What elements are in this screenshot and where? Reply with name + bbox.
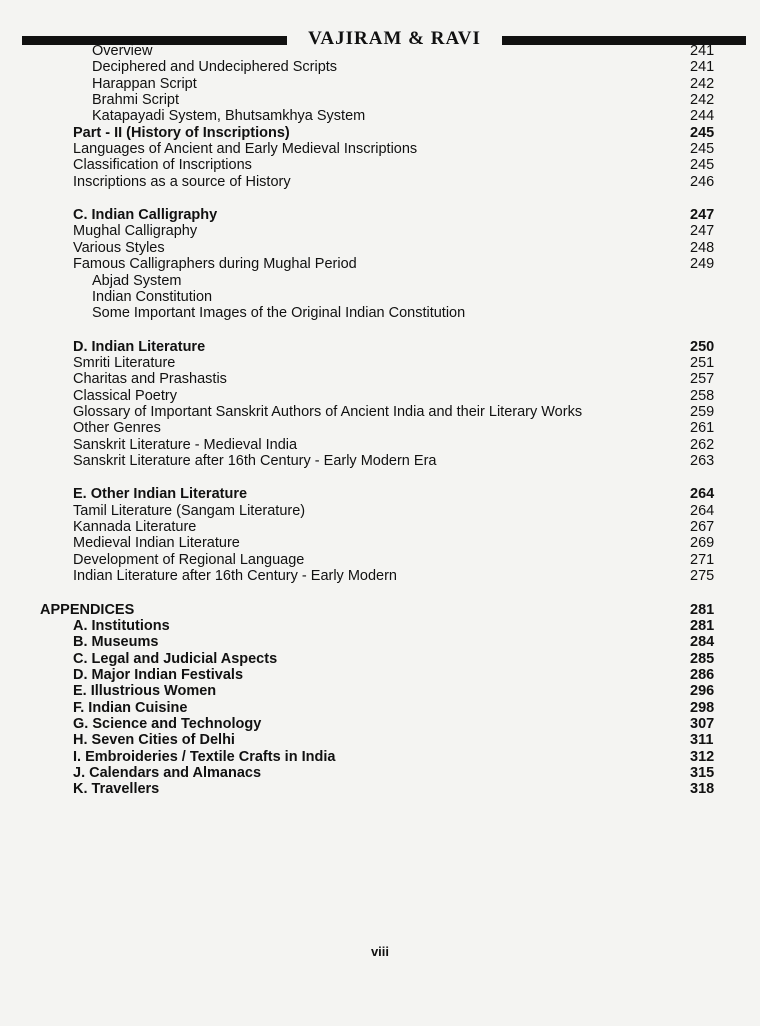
toc-entry-title: Some Important Images of the Original Indian Constitution — [92, 305, 466, 321]
toc-entry — [0, 107, 760, 125]
toc-entry-title: Glossary of Important Sanskrit Authors of Ancient India and their Literary Works — [73, 404, 583, 420]
toc-entry — [0, 58, 760, 76]
toc-entry-title: Indian Constitution — [92, 289, 213, 305]
toc-entry-page: 271 — [690, 552, 715, 568]
toc-entry-title: Tamil Literature (Sangam Literature) — [73, 503, 306, 519]
toc-entry-page: 259 — [690, 404, 715, 420]
toc-entry-page: 251 — [690, 355, 715, 371]
toc-entry-page: 245 — [690, 141, 715, 157]
toc-entry-page: 245 — [690, 157, 715, 173]
toc-entry-page: 247 — [690, 207, 715, 223]
toc-entry — [0, 156, 760, 174]
toc-entry — [0, 780, 760, 798]
toc-entry-page: 312 — [690, 749, 715, 765]
toc-entry-title: E. Other Indian Literature — [73, 486, 248, 502]
toc-entry-page: 241 — [690, 59, 715, 75]
toc-entry-title: Classification of Inscriptions — [73, 157, 252, 173]
toc-entry-title: G. Science and Technology — [73, 716, 262, 732]
toc-entry — [0, 534, 760, 552]
toc-entry-page: 246 — [690, 174, 715, 190]
toc-entry-title: Charitas and Prashastis — [73, 371, 227, 387]
toc-entry-page: 285 — [690, 651, 715, 667]
toc-entry-title: Sanskrit Literature - Medieval India — [73, 437, 298, 453]
toc-entry-page: 264 — [690, 503, 715, 519]
toc-entry-page: 262 — [690, 437, 715, 453]
toc-entry-title: D. Indian Literature — [73, 339, 206, 355]
toc-entry-page: 242 — [690, 92, 715, 108]
toc-entry — [0, 682, 760, 700]
toc-entry-title: Katapayadi System, Bhutsamkhya System — [92, 108, 366, 124]
toc-entry-title: A. Institutions — [73, 618, 170, 634]
toc-entry — [0, 304, 760, 322]
toc-entry-title: Languages of Ancient and Early Medieval Inscriptions — [73, 141, 418, 157]
toc-entry — [0, 255, 760, 273]
toc-entry-page: 315 — [690, 765, 715, 781]
toc-entry-title: APPENDICES — [40, 602, 135, 618]
toc-entry-page: 311 — [690, 732, 714, 748]
toc-entry-page: 242 — [690, 76, 715, 92]
toc-entry-title: Abjad System — [92, 273, 182, 289]
toc-entry-title: Overview — [92, 43, 153, 59]
toc-entry — [0, 419, 760, 437]
toc-entry-page: 281 — [690, 602, 715, 618]
toc-entry-title: Mughal Calligraphy — [73, 223, 198, 239]
toc-entry-title: Various Styles — [73, 240, 165, 256]
toc-entry-title: Kannada Literature — [73, 519, 197, 535]
toc-entry-title: Development of Regional Language — [73, 552, 305, 568]
toc-entry — [0, 370, 760, 388]
toc-entry-page: 257 — [690, 371, 715, 387]
toc-entry-title: Other Genres — [73, 420, 161, 436]
toc-entry-page: 307 — [690, 716, 715, 732]
toc-entry-page: 248 — [690, 240, 715, 256]
toc-entry-page: 258 — [690, 388, 715, 404]
toc-entry-title: F. Indian Cuisine — [73, 700, 188, 716]
toc-entry-title: Harappan Script — [92, 76, 197, 92]
header-title: VAJIRAM & RAVI — [308, 28, 481, 49]
toc-entry-title: Medieval Indian Literature — [73, 535, 240, 551]
toc-entry-title: J. Calendars and Almanacs — [73, 765, 262, 781]
toc-entry-title: Smriti Literature — [73, 355, 176, 371]
toc-entry-title: Famous Calligraphers during Mughal Period — [73, 256, 357, 272]
toc-entry-title: D. Major Indian Festivals — [73, 667, 244, 683]
toc-entry-title: Sanskrit Literature after 16th Century - Early Modern Era — [73, 453, 437, 469]
toc-entry-page: 281 — [690, 618, 715, 634]
toc-entry-page: 247 — [690, 223, 715, 239]
toc-entry-page: 296 — [690, 683, 715, 699]
toc-entry-title: B. Museums — [73, 634, 159, 650]
toc-entry-page: 298 — [690, 700, 715, 716]
toc-entry-title: Indian Literature after 16th Century - Early Modern — [73, 568, 397, 584]
toc-entry-page: 245 — [690, 125, 715, 141]
toc-entry-page: 241 — [690, 43, 715, 59]
toc-entry — [0, 485, 760, 503]
toc-entry-title: I. Embroideries / Textile Crafts in India — [73, 749, 336, 765]
toc-entry-page: 263 — [690, 453, 715, 469]
toc-entry-title: Part - II (History of Inscriptions) — [73, 125, 290, 141]
toc-entry-title: Deciphered and Undeciphered Scripts — [92, 59, 338, 75]
toc-entry — [0, 173, 760, 191]
toc-entry-page: 275 — [690, 568, 715, 584]
toc-entry-page: 249 — [690, 256, 715, 272]
toc-entry-title: C. Legal and Judicial Aspects — [73, 651, 278, 667]
toc-entry-page: 261 — [690, 420, 715, 436]
toc-entry-title: E. Illustrious Women — [73, 683, 217, 699]
toc-entry-page: 244 — [690, 108, 715, 124]
toc-entry-page: 269 — [690, 535, 715, 551]
toc-entry — [0, 731, 760, 749]
page-number: viii — [370, 944, 390, 959]
toc-entry-page: 318 — [690, 781, 715, 797]
toc-entry — [0, 222, 760, 240]
toc-entry-page: 267 — [690, 519, 715, 535]
toc-entry-title: Brahmi Script — [92, 92, 180, 108]
toc-entry-title: K. Travellers — [73, 781, 160, 797]
toc-entry — [0, 452, 760, 470]
toc-entry-page: 264 — [690, 486, 715, 502]
toc-entry-title: Classical Poetry — [73, 388, 177, 404]
toc-entry — [0, 567, 760, 585]
toc-entry — [0, 633, 760, 651]
toc-entry-page: 250 — [690, 339, 715, 355]
toc-entry-page: 284 — [690, 634, 715, 650]
toc-entry-title: Inscriptions as a source of History — [73, 174, 291, 190]
toc-entry-title: H. Seven Cities of Delhi — [73, 732, 235, 748]
toc-entry-page: 286 — [690, 667, 715, 683]
toc-entry-title: C. Indian Calligraphy — [73, 207, 218, 223]
